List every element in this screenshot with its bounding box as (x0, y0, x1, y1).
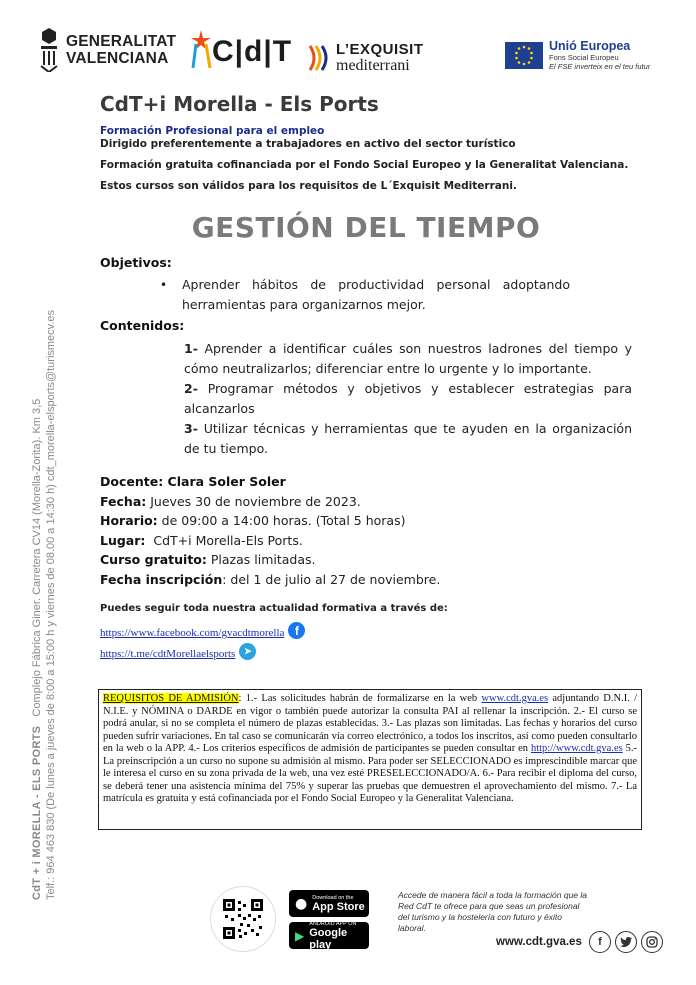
ue-line1: Fons Social Europeu (549, 53, 619, 62)
telegram-row (100, 643, 632, 660)
google-play-label: Google play (309, 926, 348, 951)
course-title: GESTIÓN DEL TIEMPO (191, 211, 541, 244)
contenidos-heading: Contenidos: (100, 318, 185, 333)
footer-social (589, 931, 663, 953)
eu-flag-icon (505, 42, 543, 69)
twitter-bird-icon (620, 937, 632, 947)
sidebar-contact (30, 140, 58, 900)
instagram-glyph-icon (646, 936, 658, 948)
page-title: CdT+i Morella - Els Ports (100, 92, 379, 116)
requisitos-text-1: : 1.- Las solicitudes habrán de formalizarse en la web (238, 693, 482, 704)
twitter-footer-icon[interactable] (615, 931, 637, 953)
contenido-number: 1- (184, 341, 198, 356)
lugar-label: Lugar: (100, 532, 146, 548)
sidebar-address: Complejo Fábrica Giner. Carretera CV14 (Morella-Zorita). Km 3,5 (31, 398, 43, 717)
apple-icon: ● (295, 895, 308, 912)
horario-value: de 09:00 a 14:00 horas. (Total 5 horas) (161, 513, 406, 528)
lugar-value: CdT+i Morella-Els Ports. (153, 532, 303, 548)
facebook-icon: f (288, 622, 305, 639)
google-play-badge[interactable] (289, 922, 369, 949)
generalitat-emblem-icon (38, 28, 60, 72)
generalitat-line2: VALENCIANA (66, 50, 169, 67)
app-store-small: Download on the (312, 894, 354, 901)
ue-title: Unió Europea (549, 39, 631, 53)
inscripcion-value: : del 1 de julio al 27 de noviembre. (222, 571, 441, 587)
qr-code-icon (223, 899, 263, 939)
bullet: • (160, 278, 168, 292)
cdt-logo-text: C|d|T (212, 35, 293, 68)
validos-text: Estos cursos son válidos para los requisitos de L´Exquisit Mediterrani. (100, 180, 517, 192)
cdt-logo (190, 28, 292, 68)
gratuita-text: Formación gratuita cofinanciada por el Fondo Social Europeo y la Generalitat Valenciana. (100, 159, 629, 171)
footer-website[interactable]: www.cdt.gva.es (496, 936, 582, 948)
contenidos-list (184, 339, 632, 459)
contenido-text: Utilizar técnicas y herramientas que te ayuden en la organización de tu tiempo. (184, 421, 632, 456)
footer-text: Accede de manera fácil a toda la formación que la Red CdT te ofrece para que seas un profesional del turismo y la hostelería con futuro y éxito laboral. (398, 890, 588, 933)
telegram-link[interactable]: https://t.me/cdtMorellaelsports (100, 648, 236, 660)
inscripcion-label: Fecha inscripción (100, 571, 223, 587)
follow-text: Puedes seguir toda nuestra actualidad formativa a través de: (100, 603, 448, 614)
google-play-icon: ▶ (295, 928, 305, 943)
requisitos-box (98, 689, 642, 830)
ue-logo (505, 40, 650, 71)
generalitat-logo (38, 28, 176, 72)
docente: Docente: Clara Soler Soler (100, 474, 286, 489)
contenido-number: 2- (184, 381, 198, 396)
curso-value: Plazas limitadas. (210, 552, 316, 567)
app-store-label: App Store (312, 900, 365, 913)
exquisit-line1: L’EXQUISIT (336, 41, 424, 58)
app-store-badge[interactable] (289, 890, 369, 917)
exquisit-line2: mediterrani (336, 57, 410, 74)
google-play-small: ANDROID APP ON (309, 920, 357, 927)
contenido-number: 3- (184, 421, 198, 436)
cdt-star-icon (190, 28, 212, 68)
main-content (100, 92, 632, 660)
generalitat-line1: GENERALITAT (66, 33, 177, 50)
qr-code[interactable] (210, 886, 276, 952)
horario-label: Horario: (100, 513, 158, 528)
facebook-link[interactable]: https://www.facebook.com/gvacdtmorella (100, 627, 285, 639)
curso-label: Curso gratuito: (100, 552, 207, 567)
requisitos-text-3: 5.- La preinscripción a un curso no supone su admisión al mismo. Para poder ser SELECCIONADO es imprescindible marcar que le interesa el curso en su zona privada de la web, una vez esté PRESELECCIONADO/A. 6.- Para recibir el diploma del curso, se deberá tener una asistencia mínima del 75% y superar las pruebas que demuestren el aprovechamiento del mismo. 7.- La matrícula es gratuita y está cofinanciada por el Fondo Social Europeo y la Generalitat Valenciana. (103, 743, 637, 804)
fecha-label: Fecha: (100, 493, 147, 509)
fecha-value: Jueves 30 de noviembre de 2023. (150, 493, 361, 509)
objetivos-heading: Objetivos: (100, 255, 172, 270)
contenido-item (184, 379, 632, 419)
requisitos-label: REQUISITOS DE ADMISIÓN (103, 693, 239, 704)
facebook-row (100, 622, 632, 639)
fp-subtitle: Formación Profesional para el empleo (100, 125, 325, 137)
objetivo-item (160, 275, 632, 315)
ue-line2: El FSE inverteix en el teu futur (549, 62, 651, 71)
sidebar-center-name: CdT + i MORELLA - ELS PORTS (31, 725, 43, 900)
contenido-text: Aprender a identificar cuáles son nuestros ladrones del tiempo y cómo neutralizarlos; diferenciar entre lo urgente y lo importante. (184, 341, 632, 376)
sidebar-phone-email: Telf.: 964 463 830 (De lunes a jueves de 8:00 a 15:00 h y viernes de 08.00 a 14:30 h) cdt_morella-elsports@turismecv.es (45, 309, 57, 900)
dirigido-text: Dirigido preferentemente a trabajadores en activo del sector turístico (100, 138, 516, 150)
exquisit-emblem-icon (306, 44, 330, 72)
contenido-item (184, 339, 632, 379)
exquisit-logo (306, 42, 424, 74)
requisitos-text-2: adjuntando D.N.I. / N.I.E. y NÓMINA o DARDE en vigor o también puede autorizar la consulta PAI al rellenar la inscripción. 2.- El curso se podrá anular, si no se completa el número de plazas establecidas. 3.- Las plazas son limitadas. Las fechas y horarios del curso pueden sufrir variaciones. En tal caso se comunicarán vía correo electrónico, a todos los inscritos, así como pueden consultarlo en la web o la APP. 4.- Los criterios específicos de admisión de participantes se pueden consultar en (103, 693, 638, 754)
cdt-web-link-2[interactable]: http://www.cdt.gva.es (530, 743, 623, 754)
facebook-footer-icon[interactable]: f (589, 931, 611, 953)
telegram-icon: ➤ (239, 643, 256, 660)
course-details (100, 472, 632, 589)
contenido-text: Programar métodos y objetivos y establecer estrategias para alcanzarlos (184, 381, 632, 416)
instagram-footer-icon[interactable] (641, 931, 663, 953)
contenido-item (184, 419, 632, 459)
cdt-web-link[interactable]: www.cdt.gva.es (481, 693, 549, 704)
objetivo-text: Aprender hábitos de productividad personal adoptando herramientas para organizarnos mejor. (182, 277, 570, 312)
